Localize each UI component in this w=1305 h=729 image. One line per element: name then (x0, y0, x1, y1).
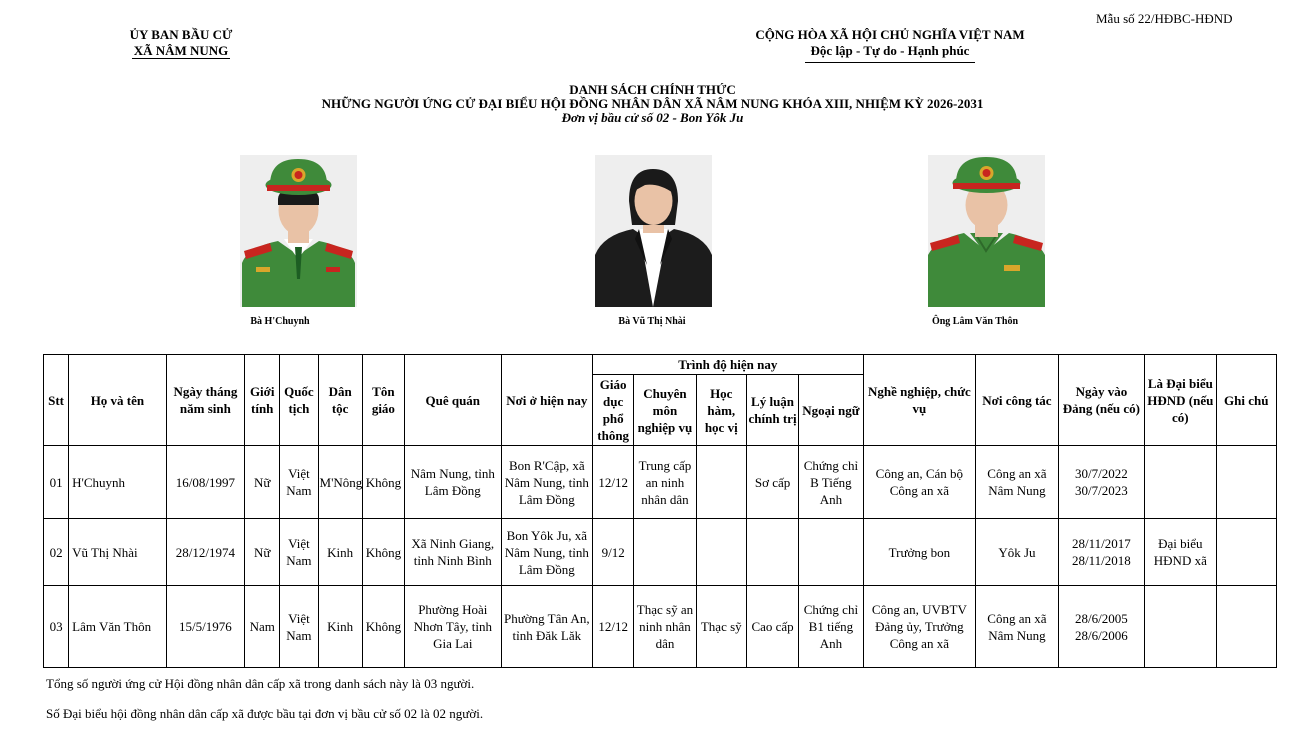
cell-delegate: Đại biểu HĐND xã (1145, 519, 1216, 586)
cell-occupation: Công an, Cán bộ Công an xã (863, 446, 976, 519)
header-ethnicity: Dân tộc (318, 355, 362, 446)
cell-general-edu: 12/12 (593, 446, 634, 519)
header-note: Ghi chú (1216, 355, 1276, 446)
cell-dob: 28/12/1974 (166, 519, 244, 586)
motto-line1: CỘNG HÒA XÃ HỘI CHỦ NGHĨA VIỆT NAM (755, 27, 1025, 42)
cell-ethnicity: M'Nông (318, 446, 362, 519)
cell-party-date (1058, 519, 1144, 586)
photo-caption-3: Ông Lâm Văn Thôn (931, 316, 1019, 327)
issuing-authority (90, 27, 272, 59)
header-education-group: Trình độ hiện nay (593, 355, 864, 375)
cell-academic: Thạc sỹ (696, 586, 746, 668)
header-stt: Stt (44, 355, 69, 446)
cell-note (1216, 446, 1276, 519)
header-gender: Giới tính (245, 355, 280, 446)
header-dob: Ngày tháng năm sinh (166, 355, 244, 446)
cell-religion: Không (362, 519, 404, 586)
photo-caption-2: Bà Vũ Thị Nhài (618, 316, 686, 327)
cell-name: Vũ Thị Nhài (69, 519, 167, 586)
motto-line2: Độc lập - Tự do - Hạnh phúc (810, 43, 970, 58)
table-row (44, 586, 1277, 668)
cell-delegate (1145, 446, 1216, 519)
header-occupation: Nghề nghiệp, chức vụ (863, 355, 976, 446)
cell-nationality: Việt Nam (280, 586, 318, 668)
header-religion: Tôn giáo (362, 355, 404, 446)
cell-specialty: Trung cấp an ninh nhân dân (634, 446, 696, 519)
cell-hometown: Nâm Nung, tỉnh Lâm Đồng (405, 446, 502, 519)
cell-party-date (1058, 586, 1144, 668)
authority-underline (132, 58, 230, 59)
motto-underline (805, 62, 975, 63)
cell-name: Lâm Văn Thôn (69, 586, 167, 668)
title-line1: DANH SÁCH CHÍNH THỨC (569, 82, 736, 97)
cell-hometown: Phường Hoài Nhơn Tây, tỉnh Gia Lai (405, 586, 502, 668)
table-row (44, 519, 1277, 586)
authority-line1: ỦY BAN BẦU CỬ (129, 27, 233, 42)
header-name: Họ và tên (69, 355, 167, 446)
cell-gender: Nữ (245, 519, 280, 586)
form-code: Mẫu số 22/HĐBC-HĐND (1096, 11, 1233, 26)
candidate-photo-1 (240, 155, 357, 307)
cell-specialty: Thạc sỹ an ninh nhân dân (634, 586, 696, 668)
candidate-photo-3 (928, 155, 1045, 307)
cell-general-edu: 12/12 (593, 586, 634, 668)
cell-gender: Nữ (245, 446, 280, 519)
header-delegate: Là Đại biểu HĐND (nếu có) (1145, 355, 1216, 446)
cell-academic (696, 446, 746, 519)
header-workplace: Nơi công tác (976, 355, 1058, 446)
cell-language: Chứng chỉ B1 tiếng Anh (799, 586, 863, 668)
party-date-2: 30/7/2023 (1075, 483, 1128, 498)
cell-political: Cao cấp (746, 586, 798, 668)
cell-residence: Bon R'Cập, xã Nâm Nung, tỉnh Lâm Đồng (501, 446, 593, 519)
party-date-2: 28/11/2018 (1072, 553, 1131, 568)
party-date-1: 28/11/2017 (1072, 536, 1131, 551)
national-motto (700, 27, 1080, 59)
cell-occupation: Trưởng bon (863, 519, 976, 586)
cell-language: Chứng chỉ B Tiếng Anh (799, 446, 863, 519)
cell-general-edu: 9/12 (593, 519, 634, 586)
header-residence: Nơi ở hiện nay (501, 355, 593, 446)
cell-academic (696, 519, 746, 586)
cell-workplace: Yôk Ju (976, 519, 1058, 586)
cell-workplace: Công an xã Nâm Nung (976, 446, 1058, 519)
cell-religion: Không (362, 586, 404, 668)
title-line3: Đơn vị bầu cử số 02 - Bon Yôk Ju (561, 110, 744, 125)
photo-caption-1: Bà H'Chuynh (250, 316, 310, 327)
cell-dob: 16/08/1997 (166, 446, 244, 519)
header-party-date: Ngày vào Đảng (nếu có) (1058, 355, 1144, 446)
cell-note (1216, 519, 1276, 586)
header-nationality: Quốc tịch (280, 355, 318, 446)
footer-delegates-elected: Số Đại biểu hội đồng nhân dân cấp xã được bầu tại đơn vị bầu cử số 02 là 02 người. (46, 706, 484, 721)
cell-dob: 15/5/1976 (166, 586, 244, 668)
title-line2: NHỮNG NGƯỜI ỨNG CỬ ĐẠI BIỂU HỘI ĐỒNG NHÂN DÂN XÃ NÂM NUNG KHÓA XIII, NHIỆM KỲ 2026-2031 (321, 96, 984, 111)
cell-nationality: Việt Nam (280, 519, 318, 586)
cell-workplace: Công an xã Nâm Nung (976, 586, 1058, 668)
candidate-photo-2 (595, 155, 712, 307)
header-hometown: Quê quán (405, 355, 502, 446)
header-general-edu: Giáo dục phổ thông (593, 375, 634, 446)
header-specialty: Chuyên môn nghiệp vụ (634, 375, 696, 446)
table-row (44, 446, 1277, 519)
cell-hometown: Xã Ninh Giang, tỉnh Ninh Bình (405, 519, 502, 586)
header-language: Ngoại ngữ (799, 375, 863, 446)
authority-line2: XÃ NÂM NUNG (133, 43, 229, 58)
cell-language (799, 519, 863, 586)
cell-specialty (634, 519, 696, 586)
cell-stt: 03 (44, 586, 69, 668)
cell-name: H'Chuynh (69, 446, 167, 519)
cell-stt: 01 (44, 446, 69, 519)
cell-ethnicity: Kinh (318, 519, 362, 586)
party-date-1: 28/6/2005 (1075, 610, 1128, 626)
header-academic: Học hàm, học vị (696, 375, 746, 446)
document-title (0, 83, 1305, 125)
cell-residence: Bon Yôk Ju, xã Nâm Nung, tỉnh Lâm Đồng (501, 519, 593, 586)
cell-party-date (1058, 446, 1144, 519)
footer-total-candidates: Tổng số người ứng cử Hội đồng nhân dân cấp xã trong danh sách này là 03 người. (46, 676, 475, 691)
cell-delegate (1145, 586, 1216, 668)
cell-note (1216, 586, 1276, 668)
header-political: Lý luận chính trị (746, 375, 798, 446)
cell-political (746, 519, 798, 586)
cell-nationality: Việt Nam (280, 446, 318, 519)
cell-stt: 02 (44, 519, 69, 586)
cell-residence: Phường Tân An, tỉnh Đăk Lăk (501, 586, 593, 668)
cell-political: Sơ cấp (746, 446, 798, 519)
party-date-1: 30/7/2022 (1075, 466, 1128, 481)
cell-religion: Không (362, 446, 404, 519)
cell-occupation: Công an, UVBTV Đảng ủy, Trưởng Công an xã (863, 586, 976, 668)
cell-ethnicity: Kinh (318, 586, 362, 668)
cell-gender: Nam (245, 586, 280, 668)
candidate-table (43, 354, 1277, 668)
party-date-2: 28/6/2006 (1075, 627, 1128, 643)
